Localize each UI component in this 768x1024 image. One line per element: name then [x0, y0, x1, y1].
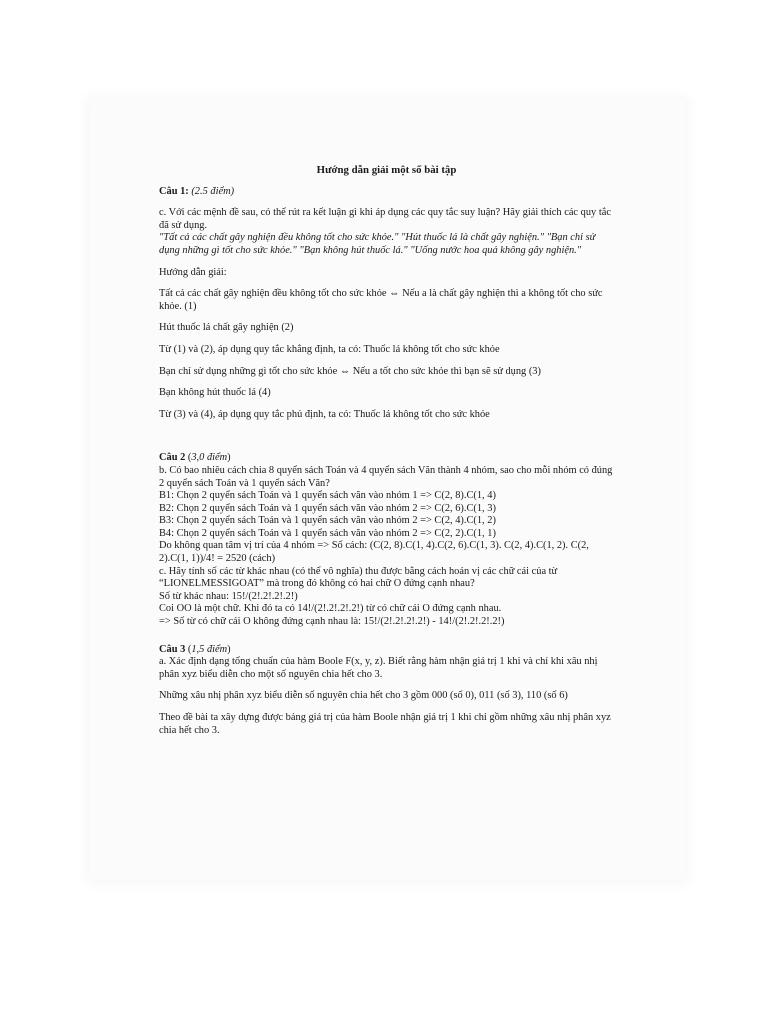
question-1-step-2: Hút thuốc lá chất gây nghiện (2)	[159, 322, 294, 334]
question-1-step-4: Bạn chỉ sử dụng những gì tốt cho sức khỏe ⇔ Nếu a tốt cho sức khỏe thì bạn sẽ sử dụng (3)	[159, 365, 541, 377]
question-2-line-7: c. Hãy tính số các từ khác nhau (có thể vô nghĩa) thu được bằng cách hoán vị các chữ cái của từ “LIONELMESSIGOAT” mà trong đó không có hai chữ O đứng cạnh nhau?	[159, 565, 558, 590]
question-2-points-open: (	[187, 452, 192, 464]
question-2-line-8: Số từ khác nhau: 15!/(2!.2!.2!.2!)	[159, 590, 298, 602]
question-1-guide-heading: Hướng dẫn giải:	[159, 266, 227, 278]
question-2-points: 3,0 điểm	[191, 452, 228, 464]
question-2-line-9: Coi OO là một chữ. Khi đó ta có 14!/(2!.2!.2!.2!) từ có chữ cái O đứng cạnh nhau.	[159, 603, 502, 615]
question-2-heading	[159, 452, 614, 465]
question-1-prompt: c. Với các mệnh đề sau, có thể rút ra kết luận gì khi áp dụng các quy tắc suy luận? Hãy giải thích các quy tắc đã sử dụng.	[159, 207, 611, 231]
question-1-step-5: Bạn không hút thuốc lá (4)	[159, 387, 271, 399]
question-3-points-open: (	[187, 643, 192, 655]
question-2-line-3: B2: Chọn 2 quyển sách Toán và 1 quyển sách văn vào nhóm 2 => C(2, 6).C(1, 3)	[159, 502, 496, 514]
question-3-paragraph-3: Theo đề bài ta xây dựng được bảng giá trị của hàm Boole nhận giá trị 1 khi chỉ gồm những xâu nhị phân xyz chia hết cho 3.	[159, 712, 611, 736]
question-2-line-1: b. Có bao nhiêu cách chia 8 quyển sách Toán và 4 quyển sách Văn thành 4 nhóm, sao cho mỗi nhóm có đúng 2 quyển sách Toán và 1 quyển sách Văn?	[159, 464, 613, 489]
question-2-line-10: => Số từ có chữ cái O không đứng cạnh nhau là: 15!/(2!.2!.2!.2!) - 14!/(2!.2!.2!.2!)	[159, 616, 505, 628]
question-2-body	[159, 465, 614, 629]
question-3-paragraph-2: Những xâu nhị phân xyz biểu diễn số nguyên chia hết cho 3 gồm 000 (số 0), 011 (số 3), 110 (số 6)	[159, 690, 568, 702]
question-2-points-close: )	[227, 452, 231, 464]
question-3-label: Câu 3	[159, 643, 186, 655]
question-1-label: Câu 1:	[159, 185, 189, 197]
question-3-heading	[159, 644, 614, 657]
question-3-paragraph-1: a. Xác định dạng tổng chuẩn của hàm Boole F(x, y, z). Biết rằng hàm nhận giá trị 1 khi và chỉ khi xâu nhị phân xyz biểu diễn cho một số nguyên chia hết cho 3.	[159, 656, 598, 680]
question-2-label: Câu 2	[159, 452, 186, 464]
document-title: Hướng dẫn giải một số bài tập	[316, 164, 457, 176]
question-1-heading	[159, 186, 614, 199]
question-2-line-6: Do không quan tâm vị trí của 4 nhóm => Số cách: (C(2, 8).C(1, 4).C(2, 6).C(1, 3). C(2, 4).C(1, 2). C(2, 2).C(1, 1))/4! = 2520 (cách)	[159, 540, 589, 565]
question-1-step-3: Từ (1) và (2), áp dụng quy tắc khẳng định, ta có: Thuốc lá không tốt cho sức khỏe	[159, 343, 500, 355]
question-2-line-2: B1: Chọn 2 quyển sách Toán và 1 quyển sách văn vào nhóm 1 => C(2, 8).C(1, 4)	[159, 490, 496, 502]
question-3-points-close: )	[227, 643, 231, 655]
document-content	[159, 164, 614, 746]
question-1-quote: "Tất cả các chất gây nghiện đều không tốt cho sức khỏe." "Hút thuốc lá là chất gây nghiện." "Bạn chỉ sử dụng những gì tốt cho sức khỏe." "Bạn không hút thuốc lá." "Uống nước hoa quả không gây nghiện."	[159, 232, 596, 256]
question-1-points: (2.5 điểm)	[191, 185, 235, 197]
question-2-line-5: B4: Chọn 2 quyển sách Toán và 1 quyển sách văn vào nhóm 2 => C(2, 2).C(1, 1)	[159, 527, 496, 539]
question-3-points: 1,5 điểm	[191, 643, 228, 655]
question-2-line-4: B3: Chọn 2 quyển sách Toán và 1 quyển sách văn vào nhóm 2 => C(2, 4).C(1, 2)	[159, 515, 496, 527]
question-1-step-6: Từ (3) và (4), áp dụng quy tắc phủ định, ta có: Thuốc lá không tốt cho sức khỏe	[159, 408, 490, 420]
question-1-step-1: Tất cả các chất gây nghiện đều không tốt cho sức khỏe ⇔ Nếu a là chất gây nghiện thì a không tốt cho sức khỏe. (1)	[159, 288, 603, 312]
